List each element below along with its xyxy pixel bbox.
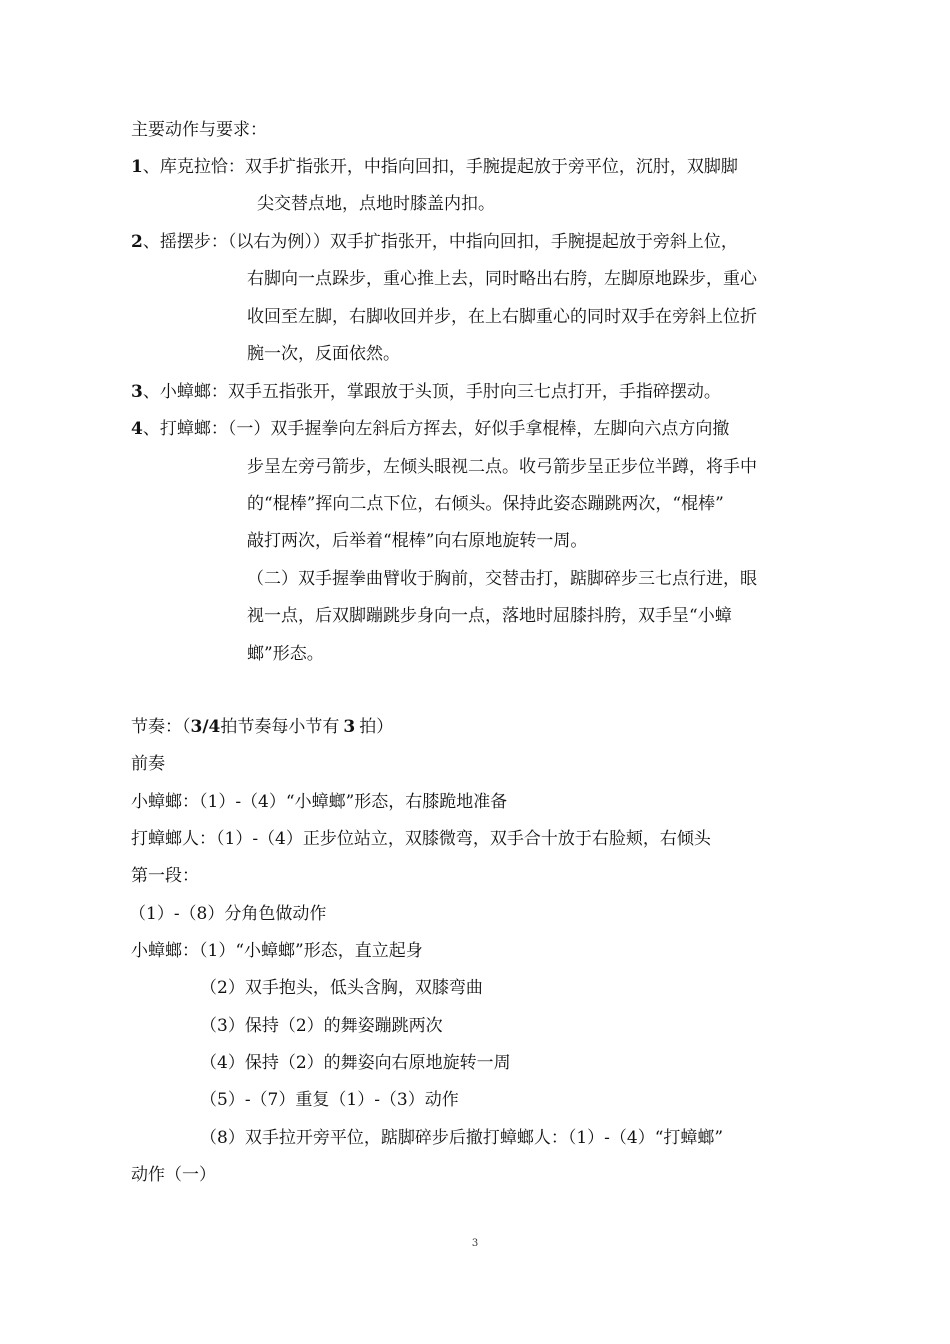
rhythm-note-mid: 拍节奏每小节有 [220, 717, 340, 737]
item-4-text-line: （二）双手握拳曲臂收于胸前，交替击打，踮脚碎步三七点行进，眼 [247, 569, 757, 589]
item-1-text-line: 尖交替点地，点地时膝盖内扣。 [257, 194, 495, 214]
item-4-text-line: 的“棍棒”挥向二点下位，右倾头。保持此姿态蹦跳两次，“棍棒” [247, 494, 724, 514]
item-number: 3 [131, 382, 143, 402]
item-4-text-line: 敲打两次，后举着“棍棒”向右原地旋转一周。 [247, 531, 588, 551]
step-line: （8）双手拉开旁平位，踮脚碎步后撤打蟑螂人：（1）-（4）“打蟑螂” [200, 1128, 724, 1148]
item-1-header [131, 156, 738, 178]
prelude-line: 小蟑螂：（1）-（4）“小蟑螂”形态，右膝跪地准备 [131, 792, 508, 812]
step-line: （4）保持（2）的舞姿向右原地旋转一周 [200, 1053, 511, 1073]
item-number: 2 [131, 232, 143, 252]
item-title: 、库克拉恰： [142, 157, 245, 177]
item-2-text-line: 收回至左脚，右脚收回并步，在上右脚重心的同时双手在旁斜上位折 [247, 307, 757, 327]
rhythm-line [131, 716, 393, 738]
item-text: 双手扩指张开，中指向回扣，手腕提起放于旁平位，沉肘，双脚脚 [244, 157, 738, 177]
item-title: 、打蟑螂： [142, 419, 228, 439]
step-line: （3）保持（2）的舞姿蹦跳两次 [200, 1016, 443, 1036]
item-3-header [131, 381, 721, 403]
requirements-heading: 主要动作与要求： [131, 120, 267, 140]
item-2-text-line: 右脚向一点跺步，重心推上去，同时略出右胯，左脚原地跺步，重心 [247, 269, 757, 289]
page-number: 3 [471, 1238, 479, 1249]
prelude-line: 打蟑螂人：（1）-（4）正步位站立，双膝微弯，双手合十放于右脸颊，右倾头 [131, 829, 711, 849]
prelude-heading: 前奏 [131, 754, 165, 774]
section-heading: 第一段： [131, 866, 199, 886]
item-4-text-line: 步呈左旁弓箭步，左倾头眼视二点。收弓箭步呈正步位半蹲，将手中 [247, 457, 757, 477]
rhythm-label: 节奏： [131, 717, 182, 737]
item-title: 、摇摆步： [142, 232, 228, 252]
item-2-text-line: 腕一次，反面依然。 [247, 344, 400, 364]
item-number: 4 [131, 419, 143, 439]
item-text: （以右为例））双手扩指张开，中指向回扣，手腕提起放于旁斜上位， [227, 232, 738, 252]
item-text: （一）双手握拳向左斜后方挥去，好似手拿棍棒，左脚向六点方向撤 [227, 419, 730, 439]
step-text: （1）“小蟑螂”形态，直立起身 [199, 941, 423, 961]
section-intro: （1）-（8）分角色做动作 [129, 904, 327, 924]
item-number: 1 [131, 157, 143, 177]
rhythm-beats: 3 [343, 717, 356, 737]
rhythm-note-post: 拍） [359, 717, 394, 737]
item-text: 双手五指张开，掌跟放于头顶，手肘向三七点打开，手指碎摆动。 [227, 382, 721, 402]
item-title: 、小蟑螂： [142, 382, 228, 402]
role-line [131, 940, 423, 962]
step-line: （2）双手抱头，低头含胸，双膝弯曲 [200, 978, 483, 998]
step-line: （5）-（7）重复（1）-（3）动作 [200, 1090, 459, 1110]
item-4-header [131, 418, 729, 440]
item-4-text-line: 螂”形态。 [247, 644, 324, 664]
rhythm-note-pre: （ [182, 717, 191, 737]
rhythm-meter: 3/4 [190, 717, 221, 737]
item-2-header [131, 231, 738, 253]
step-continuation: 动作（一） [131, 1165, 216, 1185]
item-4-text-line: 视一点，后双脚蹦跳步身向一点，落地时屈膝抖胯，双手呈“小蟑 [247, 606, 732, 626]
role-label: 小蟑螂： [131, 941, 199, 961]
